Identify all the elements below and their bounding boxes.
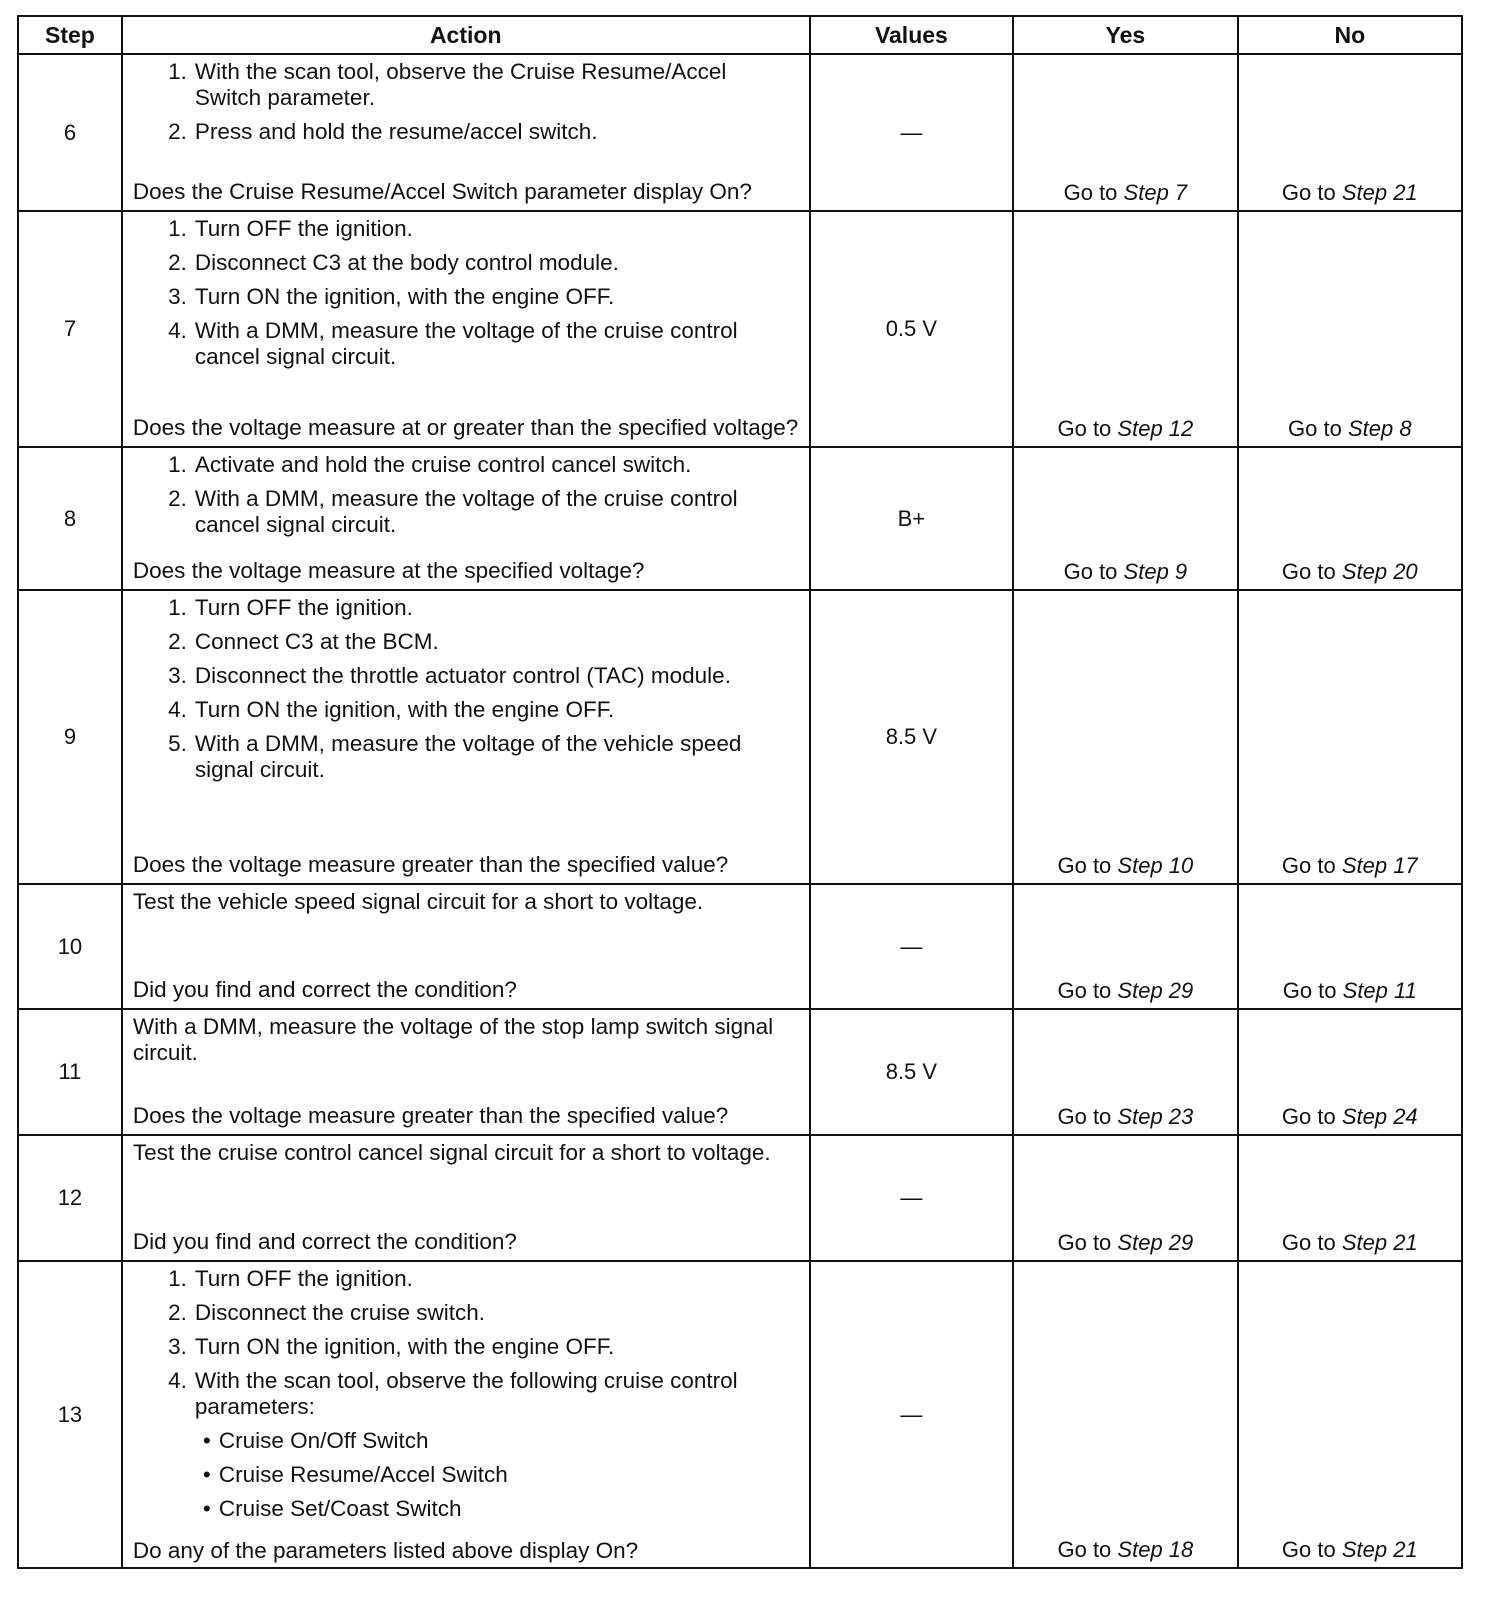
step-number: 9 bbox=[18, 590, 122, 884]
yes-cell bbox=[1013, 590, 1237, 884]
step-text-content: Turn OFF the ignition. bbox=[194, 216, 413, 241]
value-cell: — bbox=[810, 1261, 1014, 1568]
action-step bbox=[133, 663, 799, 689]
action-step bbox=[133, 486, 799, 538]
action-cell bbox=[122, 1135, 810, 1261]
no-cell bbox=[1238, 447, 1462, 590]
action-step bbox=[133, 731, 799, 783]
step-text bbox=[195, 250, 799, 276]
step-text bbox=[195, 697, 799, 723]
step-text bbox=[195, 318, 799, 370]
step-text-content: Turn OFF the ignition. bbox=[194, 595, 413, 620]
go-to-label: Go to bbox=[1057, 1537, 1112, 1562]
go-to-no-link[interactable]: Step 21 bbox=[1341, 1537, 1418, 1562]
action-cell bbox=[122, 1261, 810, 1568]
step-index: 4. bbox=[168, 318, 187, 343]
action-content bbox=[133, 59, 799, 205]
action-step bbox=[133, 595, 799, 621]
table-row bbox=[18, 1009, 1462, 1135]
go-to-yes-link[interactable]: Step 7 bbox=[1123, 180, 1188, 205]
action-content bbox=[133, 216, 799, 441]
step-index: 2. bbox=[168, 629, 187, 654]
step-index: 2. bbox=[168, 250, 187, 275]
step-text-content: With a DMM, measure the voltage of the cruise control cancel signal circuit. bbox=[194, 318, 738, 369]
step-index: 1. bbox=[168, 595, 187, 620]
value-cell: 8.5 V bbox=[810, 1009, 1014, 1135]
action-content bbox=[133, 889, 799, 1003]
go-to-label: Go to bbox=[1057, 416, 1112, 441]
go-to-yes-link[interactable]: Step 18 bbox=[1117, 1537, 1194, 1562]
step-text-content: With the scan tool, observe the following cruise control parameters: bbox=[194, 1368, 738, 1419]
action-steps bbox=[133, 1266, 799, 1538]
step-text-content: Disconnect C3 at the body control module. bbox=[194, 250, 619, 275]
step-text-content: Press and hold the resume/accel switch. bbox=[194, 119, 598, 144]
action-step bbox=[133, 216, 799, 242]
go-to-label: Go to bbox=[1281, 853, 1336, 878]
action-content bbox=[133, 1266, 799, 1562]
parameter-name: Cruise Set/Coast Switch bbox=[218, 1496, 462, 1521]
step-number: 7 bbox=[18, 211, 122, 447]
go-to-label: Go to bbox=[1057, 978, 1112, 1003]
step-text bbox=[195, 216, 799, 242]
no-cell bbox=[1238, 211, 1462, 447]
step-index: 3. bbox=[168, 1334, 187, 1359]
step-index: 2. bbox=[168, 486, 187, 511]
action-step bbox=[133, 452, 799, 478]
action-text: Test the vehicle speed signal circuit for a short to voltage. bbox=[132, 889, 704, 914]
step-text bbox=[195, 1266, 799, 1292]
action-cell bbox=[122, 54, 810, 211]
step-text-content: With a DMM, measure the voltage of the vehicle speed signal circuit. bbox=[194, 731, 742, 782]
go-to-no-link[interactable]: Step 17 bbox=[1341, 853, 1418, 878]
step-index: 4. bbox=[168, 697, 187, 722]
action-step bbox=[133, 1266, 799, 1292]
action-step bbox=[133, 284, 799, 310]
action-steps bbox=[133, 216, 799, 378]
step-index: 3. bbox=[168, 284, 187, 309]
step-text bbox=[195, 1300, 799, 1326]
action-step bbox=[133, 1300, 799, 1326]
action-content bbox=[133, 452, 799, 584]
header-values: Values bbox=[810, 16, 1014, 54]
step-number: 6 bbox=[18, 54, 122, 211]
parameter-list bbox=[195, 1428, 799, 1522]
step-text bbox=[195, 119, 799, 145]
go-to-label: Go to bbox=[1281, 180, 1336, 205]
go-to-yes-link[interactable]: Step 23 bbox=[1117, 1104, 1194, 1129]
action-step bbox=[133, 1368, 799, 1530]
go-to-label: Go to bbox=[1281, 1230, 1336, 1255]
action-cell bbox=[122, 211, 810, 447]
step-text bbox=[195, 629, 799, 655]
action-cell bbox=[122, 884, 810, 1009]
go-to-yes-link[interactable]: Step 10 bbox=[1117, 853, 1194, 878]
action-step bbox=[133, 1334, 799, 1360]
action-step bbox=[133, 119, 799, 145]
header-yes: Yes bbox=[1013, 16, 1237, 54]
step-index: 1. bbox=[168, 216, 187, 241]
action-question: Does the Cruise Resume/Accel Switch parameter display On? bbox=[132, 179, 752, 204]
yes-cell bbox=[1013, 211, 1237, 447]
action-question: Does the voltage measure at the specified voltage? bbox=[132, 558, 645, 583]
action-steps bbox=[133, 59, 799, 153]
action-step bbox=[133, 250, 799, 276]
step-number: 10 bbox=[18, 884, 122, 1009]
table-row bbox=[18, 447, 1462, 590]
action-cell bbox=[122, 1009, 810, 1135]
value-cell: — bbox=[810, 884, 1014, 1009]
parameter-name: Cruise On/Off Switch bbox=[218, 1428, 429, 1453]
step-text-content: Turn ON the ignition, with the engine OFF. bbox=[194, 697, 615, 722]
step-text bbox=[195, 595, 799, 621]
no-cell bbox=[1238, 1135, 1462, 1261]
go-to-label: Go to bbox=[1281, 1104, 1336, 1129]
step-text-content: Connect C3 at the BCM. bbox=[194, 629, 439, 654]
parameter-name: Cruise Resume/Accel Switch bbox=[218, 1462, 508, 1487]
step-text-content: Disconnect the cruise switch. bbox=[194, 1300, 485, 1325]
header-action: Action bbox=[122, 16, 810, 54]
header-no: No bbox=[1238, 16, 1462, 54]
action-question: Did you find and correct the condition? bbox=[132, 977, 517, 1002]
step-text-content: Turn OFF the ignition. bbox=[194, 1266, 413, 1291]
step-index: 4. bbox=[168, 1368, 187, 1393]
table-row bbox=[18, 54, 1462, 211]
action-content bbox=[133, 595, 799, 878]
table-row bbox=[18, 590, 1462, 884]
go-to-label: Go to bbox=[1281, 559, 1336, 584]
step-number: 12 bbox=[18, 1135, 122, 1261]
yes-cell bbox=[1013, 1009, 1237, 1135]
table-row bbox=[18, 884, 1462, 1009]
step-number: 11 bbox=[18, 1009, 122, 1135]
go-to-no-link[interactable]: Step 21 bbox=[1341, 1230, 1418, 1255]
go-to-label: Go to bbox=[1288, 416, 1342, 441]
action-question: Did you find and correct the condition? bbox=[132, 1229, 517, 1254]
action-step bbox=[133, 629, 799, 655]
step-text-content: Disconnect the throttle actuator control (TAC) module. bbox=[194, 663, 731, 688]
action-content bbox=[133, 1014, 799, 1129]
go-to-label: Go to bbox=[1057, 1104, 1112, 1129]
bullet-icon: • bbox=[202, 1428, 211, 1453]
parameter-item bbox=[195, 1496, 799, 1522]
yes-cell bbox=[1013, 54, 1237, 211]
yes-cell bbox=[1013, 1135, 1237, 1261]
go-to-label: Go to bbox=[1057, 1230, 1112, 1255]
step-text bbox=[195, 1368, 799, 1530]
value-cell: B+ bbox=[810, 447, 1014, 590]
value-cell: 8.5 V bbox=[810, 590, 1014, 884]
step-text bbox=[195, 1334, 799, 1360]
header-step: Step bbox=[18, 16, 122, 54]
step-number: 8 bbox=[18, 447, 122, 590]
step-text-content: Turn ON the ignition, with the engine OFF. bbox=[194, 284, 615, 309]
value-cell: — bbox=[810, 1135, 1014, 1261]
go-to-label: Go to bbox=[1063, 559, 1118, 584]
go-to-yes-link[interactable]: Step 29 bbox=[1117, 1230, 1194, 1255]
step-text-content: With a DMM, measure the voltage of the cruise control cancel signal circuit. bbox=[194, 486, 738, 537]
yes-cell bbox=[1013, 1261, 1237, 1568]
bullet-icon: • bbox=[202, 1462, 211, 1487]
go-to-label: Go to bbox=[1063, 180, 1118, 205]
no-cell bbox=[1238, 54, 1462, 211]
step-text bbox=[195, 59, 799, 111]
go-to-no-link[interactable]: Step 8 bbox=[1347, 416, 1412, 441]
no-cell bbox=[1238, 590, 1462, 884]
go-to-yes-link[interactable]: Step 9 bbox=[1123, 559, 1188, 584]
bullet-icon: • bbox=[202, 1496, 211, 1521]
action-content bbox=[133, 1140, 799, 1255]
yes-cell bbox=[1013, 884, 1237, 1009]
action-question: Does the voltage measure greater than the specified value? bbox=[132, 1103, 729, 1128]
parameter-item bbox=[195, 1462, 799, 1488]
go-to-label: Go to bbox=[1281, 1537, 1336, 1562]
parameter-item bbox=[195, 1428, 799, 1454]
value-cell: 0.5 V bbox=[810, 211, 1014, 447]
step-index: 1. bbox=[168, 1266, 187, 1291]
value-cell: — bbox=[810, 54, 1014, 211]
header-row bbox=[18, 16, 1462, 54]
action-question: Does the voltage measure greater than the specified value? bbox=[132, 852, 729, 877]
action-cell bbox=[122, 447, 810, 590]
yes-cell bbox=[1013, 447, 1237, 590]
step-index: 3. bbox=[168, 663, 187, 688]
action-cell bbox=[122, 590, 810, 884]
table-row bbox=[18, 211, 1462, 447]
action-steps bbox=[133, 452, 799, 546]
no-cell bbox=[1238, 1009, 1462, 1135]
action-step bbox=[133, 59, 799, 111]
action-step bbox=[133, 697, 799, 723]
step-index: 1. bbox=[168, 452, 187, 477]
step-text bbox=[195, 486, 799, 538]
step-text-content: Turn ON the ignition, with the engine OFF. bbox=[194, 1334, 615, 1359]
action-step bbox=[133, 318, 799, 370]
step-text bbox=[195, 284, 799, 310]
action-steps bbox=[133, 595, 799, 791]
go-to-yes-link[interactable]: Step 12 bbox=[1117, 416, 1194, 441]
step-text bbox=[195, 731, 799, 783]
step-index: 2. bbox=[168, 119, 187, 144]
no-cell bbox=[1238, 1261, 1462, 1568]
table-row bbox=[18, 1135, 1462, 1261]
go-to-label: Go to bbox=[1057, 853, 1112, 878]
step-index: 5. bbox=[168, 731, 187, 756]
go-to-no-link[interactable]: Step 20 bbox=[1341, 559, 1418, 584]
diagnostic-table bbox=[17, 15, 1463, 1569]
go-to-no-link[interactable]: Step 21 bbox=[1341, 180, 1418, 205]
go-to-label: Go to bbox=[1282, 978, 1337, 1003]
go-to-no-link[interactable]: Step 24 bbox=[1341, 1104, 1418, 1129]
action-question: Do any of the parameters listed above display On? bbox=[132, 1538, 639, 1563]
step-text bbox=[195, 452, 799, 478]
action-text: With a DMM, measure the voltage of the stop lamp switch signal circuit. bbox=[132, 1014, 774, 1065]
step-index: 2. bbox=[168, 1300, 187, 1325]
go-to-no-link[interactable]: Step 11 bbox=[1342, 978, 1417, 1003]
step-index: 1. bbox=[168, 59, 187, 84]
step-text bbox=[195, 663, 799, 689]
no-cell bbox=[1238, 884, 1462, 1009]
action-question: Does the voltage measure at or greater than the specified voltage? bbox=[132, 415, 799, 440]
go-to-yes-link[interactable]: Step 29 bbox=[1117, 978, 1194, 1003]
table-row bbox=[18, 1261, 1462, 1568]
step-number: 13 bbox=[18, 1261, 122, 1568]
action-text: Test the cruise control cancel signal circuit for a short to voltage. bbox=[132, 1140, 771, 1165]
step-text-content: Activate and hold the cruise control cancel switch. bbox=[194, 452, 692, 477]
step-text-content: With the scan tool, observe the Cruise Resume/Accel Switch parameter. bbox=[194, 59, 727, 110]
